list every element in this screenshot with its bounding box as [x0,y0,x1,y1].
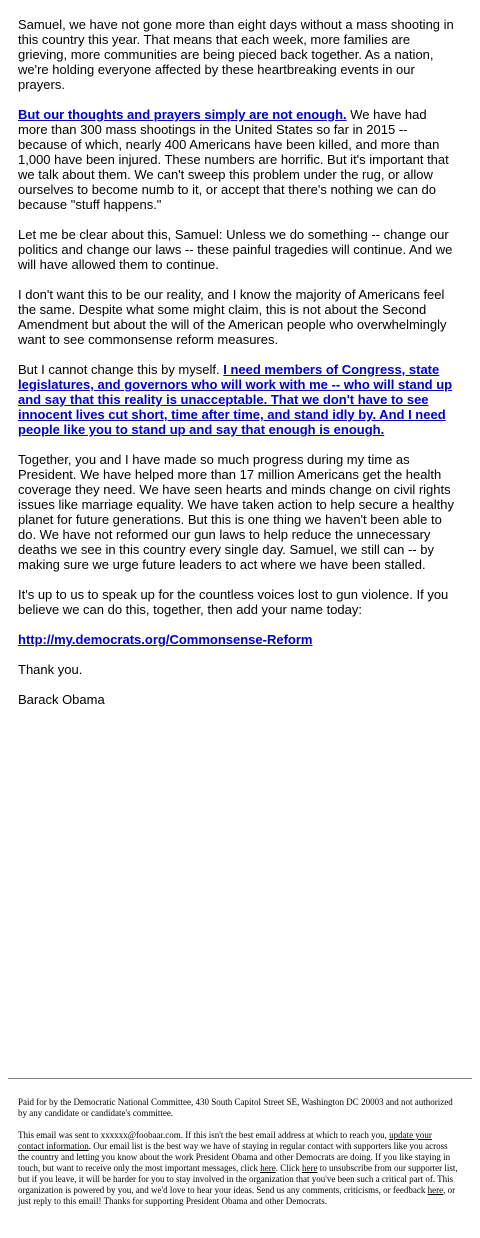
paragraph-url [18,632,458,647]
subscription-notice [18,1130,460,1207]
footer-divider [8,1078,472,1079]
click-text: . Click [275,1163,302,1173]
important-messages-link[interactable]: here [260,1163,276,1173]
congress-link[interactable]: I need members of Congress, state legislatures, and governors who will work with me -- who will stand up and say that this reality is unacceptable. That we don't have to see innocent lives cut short, time after time, and stand idly by. And I need people like you to stand up and say that enough is enough. [18,362,453,437]
paragraph-progress: Together, you and I have made so much progress during my time as President. We have helped more than 17 million Americans get the health coverage they need. We have seen hearts and minds change on civil rights issues like marriage equality. We have taken action to help secure a healthy planet for future generations. But this is one thing we haven't been able to do. We have not reformed our gun laws to help reduce the unnecessary deaths we see in this country every single day. Samuel, we still can -- by making sure we urge future leaders to act where we have been stalled. [18,452,454,572]
paragraph-speak-up: It's up to us to speak up for the countless voices lost to gun violence. If you believe we can do this, together, then add your name today: [18,587,449,617]
commonsense-reform-link[interactable]: http://my.democrats.org/Commonsense-Reform [18,632,313,647]
paragraph-reality: I don't want this to be our reality, and I know the majority of Americans feel the same. Despite what some might claim, this is not about the Second Amendment but about the will of the American people who overwhelmingly want to see commonsense reform measures. [18,287,447,347]
email-footer [18,1097,460,1218]
thoughts-prayers-link[interactable]: But our thoughts and prayers simply are not enough. [18,107,347,122]
paid-for-notice: Paid for by the Democratic National Committee, 430 South Capitol Street SE, Washington DC 20003 and not authorized by any candidate or candidate's committee. [18,1097,453,1118]
thank-you: Thank you. [18,662,83,677]
unsubscribe-text: to unsubscribe from our supporter list, but if you leave, it will be harder for you to stay involved in the organization that you've been such a critical part of. This organization is powered by you, and we'd love to hear your ideas. Send us any comments, criticisms, or feedback [18,1163,458,1195]
sent-to-text: This email was sent to xxxxxx@foobaar.com. If this isn't the best email address at which to reach you, [18,1130,390,1140]
paragraph-congress-text: But I cannot change this by myself. [18,362,224,377]
paragraph-clear: Let me be clear about this, Samuel: Unless we do something -- change our politics and change our laws -- these painful tragedies will continue. And we will have allowed them to continue. [18,227,453,272]
paragraph-congress [18,362,458,437]
email-body [18,17,458,722]
closing-text: , or just reply to this email! Thanks for supporting President Obama and other Democrats. [18,1185,456,1206]
update-contact-link[interactable]: update your contact information [18,1130,432,1151]
paragraph-thoughts-text: We have had more than 300 mass shootings in the United States so far in 2015 -- because of which, nearly 400 Americans have been killed, and more than 1,000 have been injured. These numbers are horrific. But it's important that we talk about them. We can't sweep this problem under the rug, or allow ourselves to become numb to it, or accept that there's nothing we can do because "stuff happens." [18,107,449,212]
paragraph-intro: Samuel, we have not gone more than eight days without a mass shooting in this country this year. That means that each week, more families are grieving, more communities are being pieced back together. As a nation, we're holding everyone affected by these heartbreaking events in our prayers. [18,17,454,92]
signature: Barack Obama [18,692,105,707]
unsubscribe-link[interactable]: here [301,1163,318,1173]
list-text: . Our email list is the best way we have of staying in regular contact with supporters like you across the country and letting you know about the work President Obama and other Democrats are doing. If you like staying in touch, but want to receive only the most important messages, click [18,1141,451,1173]
feedback-link[interactable]: here [427,1185,444,1195]
paragraph-thoughts [18,107,458,212]
